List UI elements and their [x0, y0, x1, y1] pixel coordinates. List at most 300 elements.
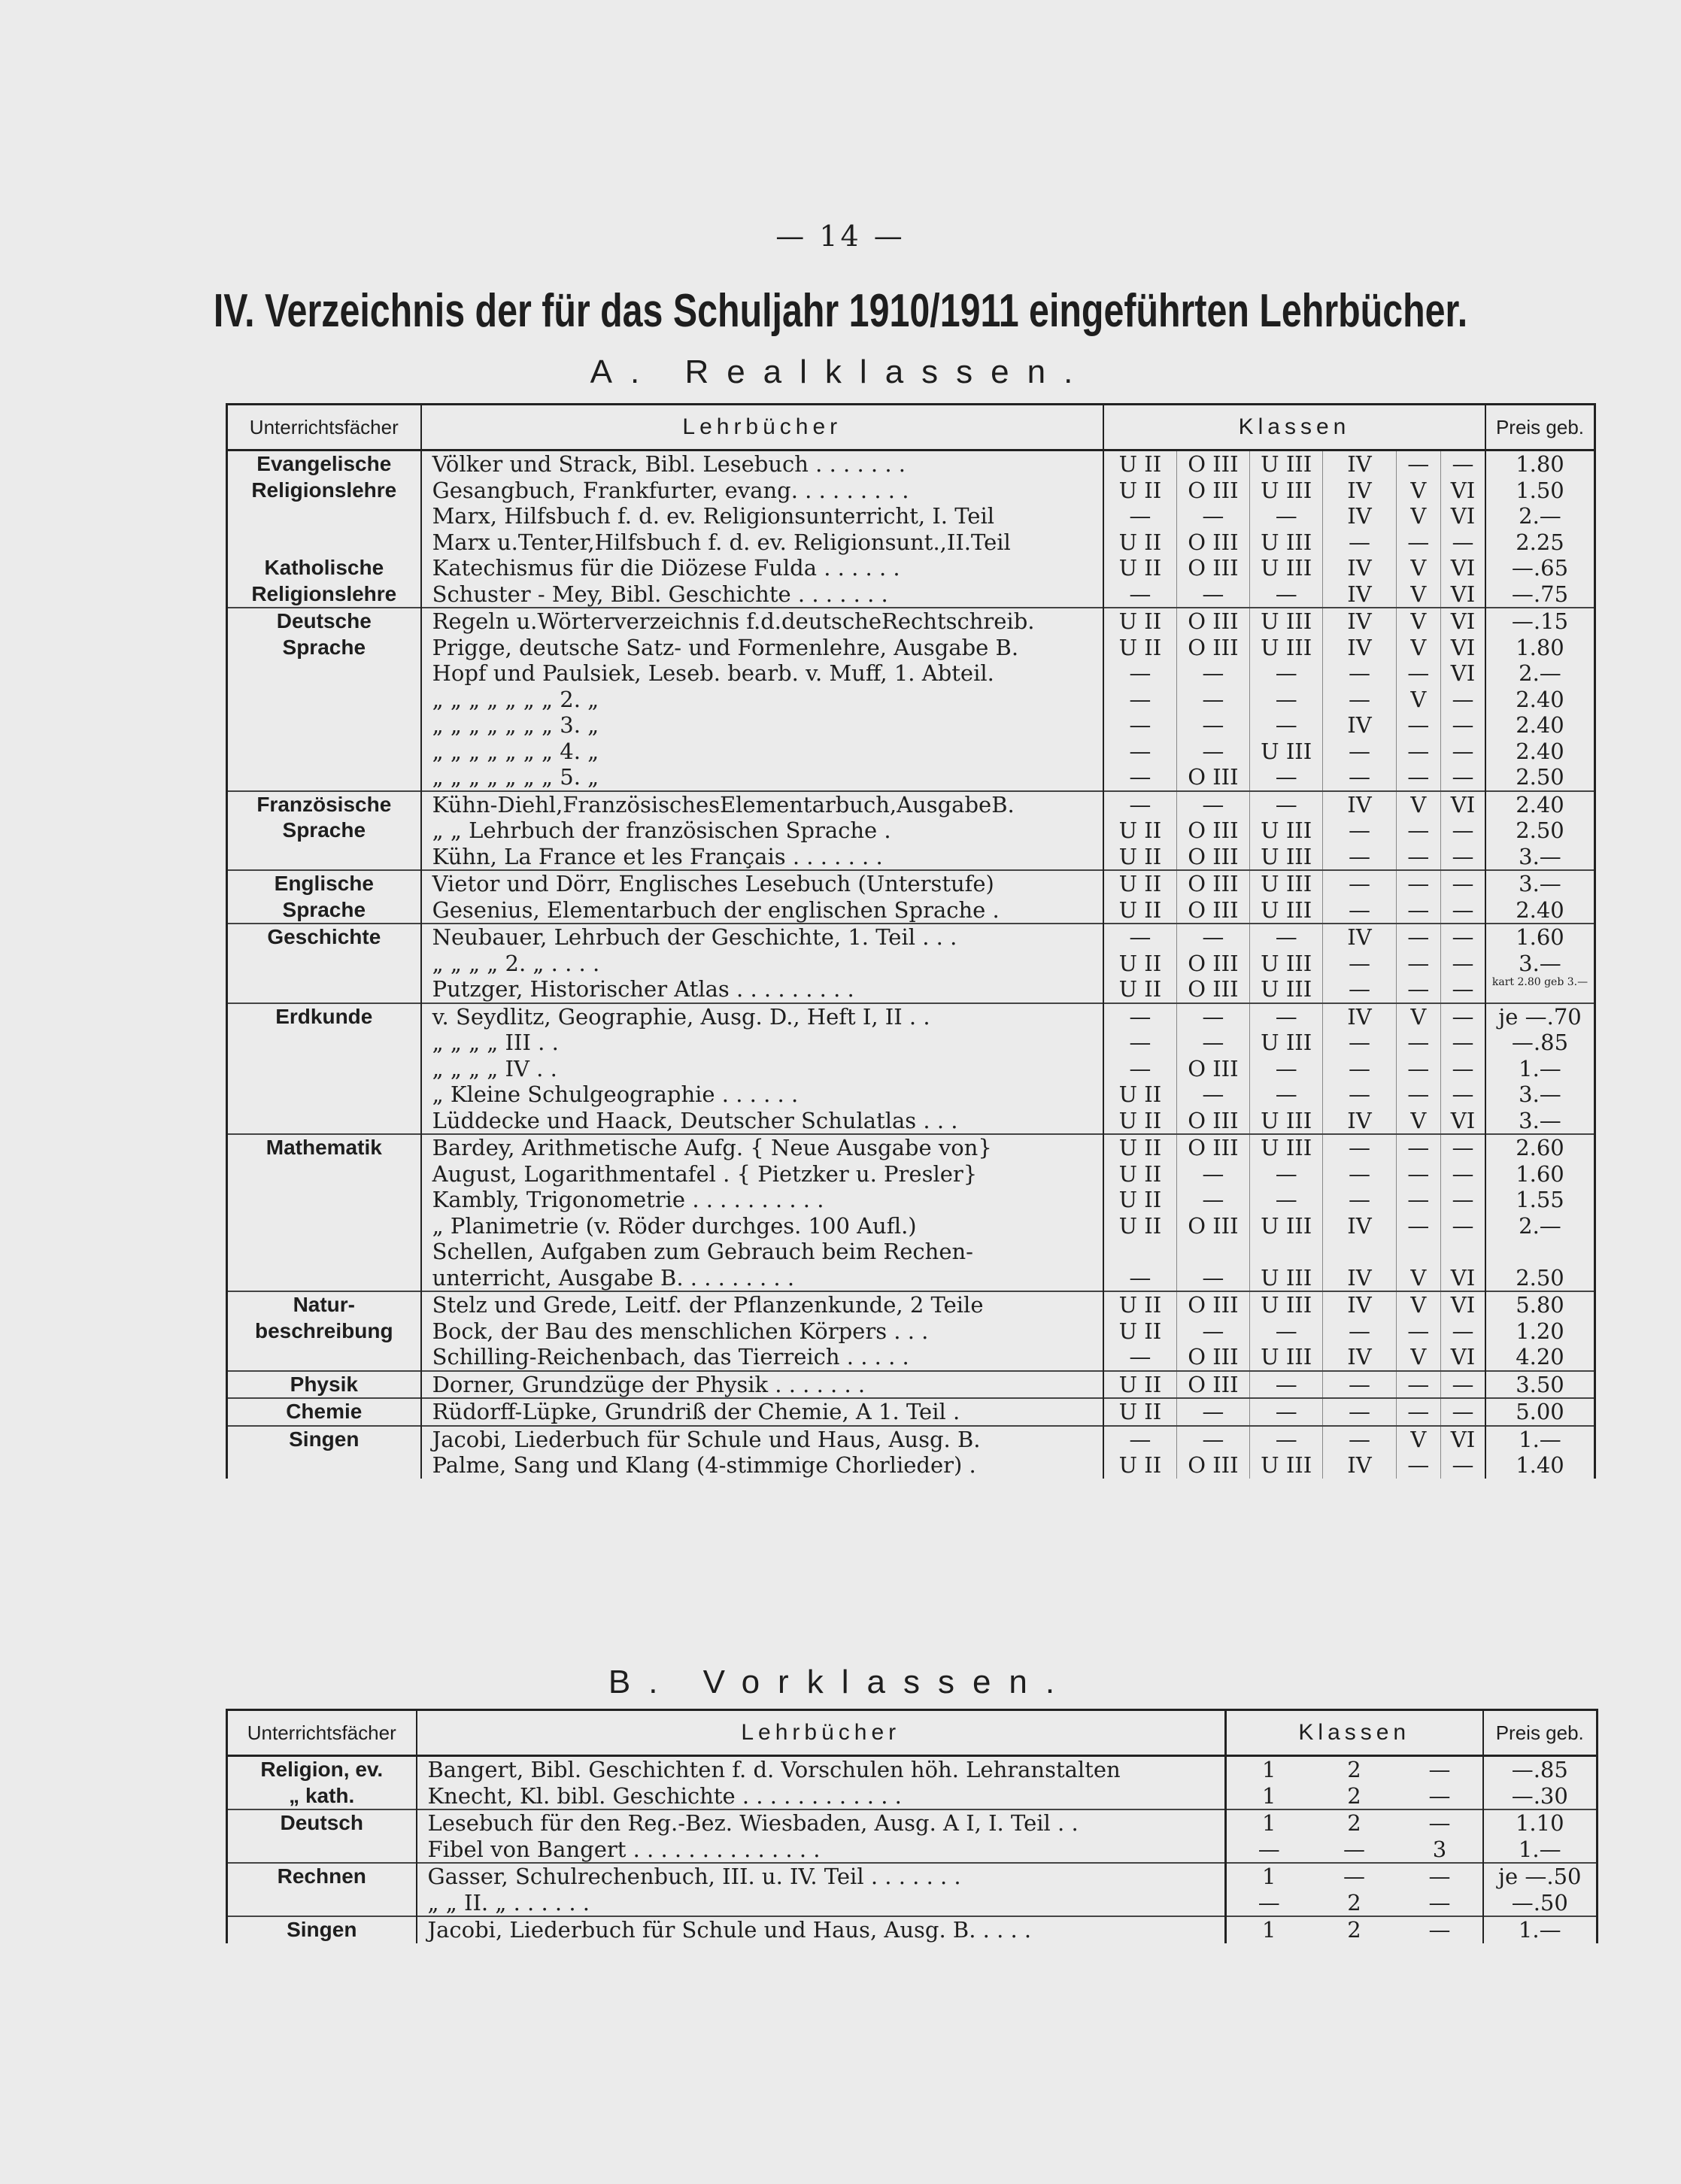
- class-cell: —: [1396, 1371, 1440, 1399]
- class-cell: —: [1396, 1081, 1440, 1108]
- class-cell: IV: [1323, 1213, 1396, 1239]
- class-cell: —: [1176, 687, 1249, 713]
- class-cell: IV: [1323, 1452, 1396, 1479]
- subject-cell: „ kath.: [227, 1783, 417, 1810]
- book-title-cell: Palme, Sang und Klang (4-stimmige Chorlieder) .: [421, 1452, 1103, 1479]
- class-cell: IV: [1323, 1344, 1396, 1371]
- price-cell: 1.10: [1483, 1809, 1598, 1837]
- subject-cell: Physik: [227, 1371, 421, 1399]
- class-cell: O III: [1176, 1452, 1249, 1479]
- class-cell: O III: [1176, 817, 1249, 844]
- table-row: [227, 1783, 1598, 1810]
- book-title-cell: „ „ „ „ III . .: [421, 1030, 1103, 1056]
- class-cell: V: [1396, 555, 1440, 581]
- class-cell: —: [1250, 764, 1323, 791]
- table-row: [227, 1030, 1595, 1056]
- class-cell: —: [1396, 817, 1440, 844]
- class-cell: —: [1103, 712, 1176, 739]
- book-title-cell: „ Kleine Schulgeographie . . . . . .: [421, 1081, 1103, 1108]
- class-cell: —: [1428, 1782, 1451, 1809]
- class-cell: 2: [1347, 1889, 1361, 1916]
- price-cell: 1.—: [1483, 1837, 1598, 1864]
- table-row: [227, 897, 1595, 924]
- class-cell: —: [1396, 739, 1440, 765]
- class-cell: IV: [1323, 581, 1396, 608]
- class-cell: U III: [1250, 844, 1323, 871]
- class-cell: —: [1258, 1836, 1280, 1862]
- subject-cell: [227, 529, 421, 556]
- price-cell: je —.50: [1483, 1863, 1598, 1890]
- class-cell: U II: [1103, 817, 1176, 844]
- class-cell: VI: [1450, 608, 1476, 634]
- class-cell: —: [1396, 951, 1440, 977]
- class-cell: O III: [1176, 1213, 1249, 1239]
- class-cell: VI: [1450, 581, 1476, 607]
- price-cell: 1.—: [1485, 1426, 1595, 1453]
- table-row: [227, 1213, 1595, 1239]
- class-cell: —: [1452, 1030, 1474, 1055]
- header-books: Lehrbücher: [421, 405, 1103, 450]
- class-cell: —: [1103, 660, 1176, 687]
- class-cell: 2: [1347, 1782, 1361, 1809]
- class-cell: U III: [1250, 478, 1323, 504]
- subject-cell: [227, 1187, 421, 1213]
- table-row: [227, 844, 1595, 871]
- page-title: IV. Verzeichnis der für das Schuljahr 1910/1911 eingeführten Lehrbücher.: [213, 285, 1468, 337]
- price-cell: je —.70: [1485, 1003, 1595, 1030]
- subject-cell: Religionslehre: [227, 581, 421, 608]
- class-cell: U III: [1250, 608, 1323, 635]
- class-cell: —: [1323, 1030, 1396, 1056]
- section-heading-vorklassen: B. Vorklassen.: [608, 1664, 1073, 1700]
- class-cell: U II: [1103, 635, 1176, 661]
- class-cell: [1441, 1239, 1485, 1265]
- book-title-cell: Regeln u.Wörterverzeichnis f.d.deutscheRechtschreib.: [421, 608, 1103, 635]
- table-row: [227, 478, 1595, 504]
- class-cell: —: [1176, 1030, 1249, 1056]
- table-row: [227, 1890, 1598, 1917]
- class-cell: O III: [1176, 976, 1249, 1003]
- class-cell: —: [1428, 1917, 1451, 1943]
- class-cell: U III: [1250, 976, 1323, 1003]
- book-title-cell: Schellen, Aufgaben zum Gebrauch beim Rechen-: [421, 1239, 1103, 1265]
- book-title-cell: Katechismus für die Diözese Fulda . . . . . .: [421, 555, 1103, 581]
- class-cell: 2: [1347, 1810, 1361, 1836]
- price-cell: 2.—: [1485, 660, 1595, 687]
- book-title-cell: Völker und Strack, Bibl. Lesebuch . . . . . . .: [421, 450, 1103, 478]
- price-cell: 2.60: [1485, 1134, 1595, 1161]
- class-cell: VI: [1450, 1344, 1476, 1370]
- subject-cell: Mathematik: [227, 1134, 421, 1161]
- table-row: [227, 1371, 1595, 1399]
- price-cell: 3.50: [1485, 1371, 1595, 1399]
- header-price: Preis geb.: [1485, 405, 1595, 450]
- book-title-cell: Kühn-Diehl,FranzösischesElementarbuch,AusgabeB.: [421, 791, 1103, 818]
- class-cell: U II: [1103, 529, 1176, 556]
- class-cell: IV: [1323, 924, 1396, 951]
- price-cell: kart 2.80 geb 3.—: [1485, 976, 1595, 1003]
- book-title-cell: „ „ „ „ „ „ „ 3. „: [421, 712, 1103, 739]
- class-cell: VI: [1450, 1426, 1476, 1452]
- price-cell: —.85: [1485, 1030, 1595, 1056]
- book-title-cell: Jacobi, Liederbuch für Schule und Haus, Ausg. B.: [421, 1426, 1103, 1453]
- table-row: [227, 1916, 1598, 1943]
- price-cell: 3.—: [1485, 844, 1595, 871]
- header-subjects: Unterrichtsfächer: [227, 1710, 417, 1756]
- book-title-cell: Bardey, Arithmetische Aufg. { Neue Ausgabe von}: [421, 1134, 1103, 1161]
- class-cell: —: [1452, 1318, 1474, 1344]
- class-cell: 1: [1262, 1757, 1276, 1782]
- book-title-cell: Fibel von Bangert . . . . . . . . . . . . . .: [417, 1837, 1226, 1864]
- class-cell: —: [1103, 1426, 1176, 1453]
- subject-cell: [227, 503, 421, 529]
- class-cell: —: [1176, 739, 1249, 765]
- class-cell: —: [1103, 1344, 1176, 1371]
- class-cell: U III: [1250, 1344, 1323, 1371]
- table-row: [227, 1239, 1595, 1265]
- table-row: [227, 1134, 1595, 1161]
- subject-cell: [227, 687, 421, 713]
- book-title-cell: Prigge, deutsche Satz- und Formenlehre, Ausgabe B.: [421, 635, 1103, 661]
- class-cell: —: [1452, 896, 1474, 923]
- price-cell: 5.80: [1485, 1291, 1595, 1318]
- class-cell: —: [1452, 1055, 1474, 1081]
- table-row: [227, 739, 1595, 765]
- class-cell: —: [1250, 581, 1323, 608]
- table-row: [227, 1003, 1595, 1030]
- class-cell: —: [1323, 1371, 1396, 1399]
- class-cell: U III: [1250, 817, 1323, 844]
- price-cell: 1.50: [1485, 478, 1595, 504]
- class-cell: —: [1452, 1371, 1474, 1397]
- book-title-cell: „ „ „ „ 2. „ . . . .: [421, 951, 1103, 977]
- class-cell: U III: [1250, 1265, 1323, 1292]
- class-cell: IV: [1323, 478, 1396, 504]
- class-cell: —: [1396, 897, 1440, 924]
- price-cell: —.75: [1485, 581, 1595, 608]
- class-cell: U II: [1103, 555, 1176, 581]
- table-row: [227, 635, 1595, 661]
- class-cell: IV: [1323, 1291, 1396, 1318]
- subject-cell: Erdkunde: [227, 1003, 421, 1030]
- class-cell: —: [1323, 1187, 1396, 1213]
- price-cell: 1.80: [1485, 450, 1595, 478]
- price-cell: 1.55: [1485, 1187, 1595, 1213]
- class-cell: —: [1396, 976, 1440, 1003]
- class-cell: O III: [1176, 1344, 1249, 1371]
- book-title-cell: Kühn, La France et les Français . . . . . . .: [421, 844, 1103, 871]
- table-row: [227, 660, 1595, 687]
- class-cell: —: [1452, 738, 1474, 764]
- subject-cell: Singen: [227, 1916, 417, 1943]
- class-cell: V: [1396, 581, 1440, 608]
- table-row: [227, 1291, 1595, 1318]
- class-cell: —: [1452, 924, 1474, 950]
- book-title-cell: „ Planimetrie (v. Röder durchges. 100 Aufl.): [421, 1213, 1103, 1239]
- table-row: [227, 712, 1595, 739]
- class-cell: —: [1396, 1452, 1440, 1479]
- subject-cell: [227, 976, 421, 1003]
- header-price: Preis geb.: [1483, 1710, 1598, 1756]
- class-cell: —: [1396, 712, 1440, 739]
- book-title-cell: Stelz und Grede, Leitf. der Pflanzenkunde, 2 Teile: [421, 1291, 1103, 1318]
- section-heading-realklassen: A. Realklassen.: [590, 353, 1091, 390]
- class-cell: —: [1452, 950, 1474, 976]
- class-cell: U II: [1103, 1371, 1176, 1399]
- class-cell: O III: [1176, 844, 1249, 871]
- class-cell: V: [1396, 1108, 1440, 1135]
- price-cell: 2.50: [1485, 817, 1595, 844]
- subject-cell: [227, 764, 421, 791]
- price-cell: 2.40: [1485, 791, 1595, 818]
- class-cell: —: [1176, 712, 1249, 739]
- class-cell: —: [1103, 764, 1176, 791]
- class-cell: VI: [1450, 660, 1476, 686]
- class-cell: V: [1396, 1344, 1440, 1371]
- class-cell: VI: [1450, 634, 1476, 660]
- header-books: Lehrbücher: [417, 1710, 1226, 1756]
- book-title-cell: Schuster - Mey, Bibl. Geschichte . . . . . . .: [421, 581, 1103, 608]
- class-cell: —: [1452, 1212, 1474, 1239]
- subject-cell: [227, 1344, 421, 1371]
- table-row: [227, 764, 1595, 791]
- subject-cell: [227, 1161, 421, 1188]
- book-title-cell: Gasser, Schulrechenbuch, III. u. IV. Teil . . . . . . .: [417, 1863, 1226, 1890]
- class-cell: [1103, 1239, 1176, 1265]
- table-row: [227, 529, 1595, 556]
- book-title-cell: Bock, der Bau des menschlichen Körpers . . .: [421, 1318, 1103, 1345]
- subject-cell: [227, 1837, 417, 1864]
- class-cell: O III: [1176, 870, 1249, 897]
- class-cell: 1: [1262, 1864, 1276, 1889]
- book-title-cell: „ „ „ „ „ „ „ 4. „: [421, 739, 1103, 765]
- class-cell: —: [1323, 687, 1396, 713]
- table-row: [227, 1756, 1598, 1783]
- class-cell: U III: [1250, 739, 1323, 765]
- price-cell: 1.40: [1485, 1452, 1595, 1479]
- class-cell: U III: [1250, 1108, 1323, 1135]
- subject-cell: Sprache: [227, 635, 421, 661]
- table-row: [227, 951, 1595, 977]
- price-cell: —.65: [1485, 555, 1595, 581]
- class-cell: —: [1396, 1187, 1440, 1213]
- class-cell: —: [1396, 660, 1440, 687]
- table-row: [227, 1863, 1598, 1890]
- class-cell: IV: [1323, 555, 1396, 581]
- class-cell: U II: [1103, 1187, 1176, 1213]
- price-cell: [1485, 1239, 1595, 1265]
- header-subjects: Unterrichtsfächer: [227, 405, 421, 450]
- class-cell: —: [1250, 687, 1323, 713]
- price-cell: —.50: [1483, 1890, 1598, 1917]
- table-realklassen: [226, 403, 1596, 1479]
- price-cell: 2.40: [1485, 739, 1595, 765]
- book-title-cell: Gesangbuch, Frankfurter, evang. . . . . . . . .: [421, 478, 1103, 504]
- class-cell: —: [1323, 870, 1396, 897]
- price-cell: 1.80: [1485, 635, 1595, 661]
- book-title-cell: Vietor und Dörr, Englisches Lesebuch (Unterstufe): [421, 870, 1103, 897]
- subject-cell: [227, 844, 421, 871]
- class-cell: —: [1452, 843, 1474, 869]
- book-title-cell: Marx, Hilfsbuch f. d. ev. Religionsunterricht, I. Teil: [421, 503, 1103, 529]
- class-cell: O III: [1176, 1108, 1249, 1135]
- subject-cell: Religion, ev.: [227, 1756, 417, 1783]
- table-row: [227, 1809, 1598, 1837]
- class-cell: V: [1396, 1003, 1440, 1030]
- price-cell: 3.—: [1485, 1108, 1595, 1135]
- class-cell: —: [1250, 503, 1323, 529]
- class-cell: —: [1176, 503, 1249, 529]
- table-row: [227, 1187, 1595, 1213]
- class-cell: —: [1323, 739, 1396, 765]
- price-cell: —.85: [1483, 1756, 1598, 1783]
- class-cell: —: [1323, 951, 1396, 977]
- class-cell: O III: [1176, 951, 1249, 977]
- class-cell: U III: [1250, 529, 1323, 556]
- class-cell: [1323, 1239, 1396, 1265]
- table-row: [227, 1837, 1598, 1864]
- class-cell: —: [1452, 1187, 1474, 1212]
- class-cell: O III: [1176, 897, 1249, 924]
- class-cell: U II: [1103, 844, 1176, 871]
- subject-cell: [227, 1108, 421, 1135]
- table-row: [227, 1318, 1595, 1345]
- class-cell: —: [1250, 1426, 1323, 1453]
- class-cell: —: [1103, 687, 1176, 713]
- class-cell: V: [1396, 687, 1440, 713]
- class-cell: —: [1323, 897, 1396, 924]
- book-title-cell: Neubauer, Lehrbuch der Geschichte, 1. Teil . . .: [421, 924, 1103, 951]
- class-cell: O III: [1176, 555, 1249, 581]
- class-cell: —: [1103, 503, 1176, 529]
- class-cell: V: [1396, 1265, 1440, 1292]
- price-cell: 3.—: [1485, 870, 1595, 897]
- subject-cell: [227, 1213, 421, 1239]
- class-cell: —: [1103, 1056, 1176, 1082]
- class-cell: —: [1176, 1161, 1249, 1188]
- class-cell: V: [1396, 635, 1440, 661]
- class-cell: IV: [1323, 1108, 1396, 1135]
- header-classes: Klassen: [1238, 414, 1351, 439]
- class-cell: —: [1396, 1134, 1440, 1161]
- price-cell: 1.60: [1485, 1161, 1595, 1188]
- class-cell: U III: [1250, 635, 1323, 661]
- class-cell: O III: [1176, 1371, 1249, 1399]
- price-cell: 1.60: [1485, 924, 1595, 951]
- class-cell: IV: [1323, 1265, 1396, 1292]
- class-cell: —: [1323, 1134, 1396, 1161]
- class-cell: VI: [1450, 1107, 1476, 1133]
- class-cell: IV: [1323, 791, 1396, 818]
- class-cell: —: [1323, 844, 1396, 871]
- class-cell: [1250, 1239, 1323, 1265]
- subject-cell: Französische: [227, 791, 421, 818]
- book-title-cell: „ „ II. „ . . . . . .: [417, 1890, 1226, 1917]
- price-cell: 2.40: [1485, 712, 1595, 739]
- class-cell: —: [1103, 791, 1176, 818]
- table-row: [227, 1081, 1595, 1108]
- price-cell: 1.—: [1483, 1916, 1598, 1943]
- class-cell: —: [1323, 1161, 1396, 1188]
- class-cell: —: [1176, 924, 1249, 951]
- class-cell: —: [1176, 1398, 1249, 1426]
- price-cell: 2.50: [1485, 764, 1595, 791]
- class-cell: V: [1396, 1426, 1440, 1453]
- book-title-cell: Marx u.Tenter,Hilfsbuch f. d. ev. Religionsunt.,II.Teil: [421, 529, 1103, 556]
- class-cell: VI: [1450, 791, 1476, 817]
- class-cell: U III: [1250, 897, 1323, 924]
- subject-cell: Geschichte: [227, 924, 421, 951]
- price-cell: 2.40: [1485, 897, 1595, 924]
- class-cell: 2: [1347, 1757, 1361, 1782]
- class-cell: —: [1396, 844, 1440, 871]
- class-cell: —: [1452, 764, 1474, 790]
- class-cell: U II: [1103, 1291, 1176, 1318]
- table-row: [227, 924, 1595, 951]
- class-cell: U II: [1103, 1318, 1176, 1345]
- table-row: [227, 791, 1595, 818]
- class-cell: —: [1176, 1081, 1249, 1108]
- price-cell: 1.—: [1485, 1056, 1595, 1082]
- subject-cell: [227, 951, 421, 977]
- price-cell: 2.—: [1485, 503, 1595, 529]
- class-cell: —: [1250, 1187, 1323, 1213]
- table-row: [227, 608, 1595, 635]
- table-row: [227, 817, 1595, 844]
- class-cell: [1176, 1239, 1249, 1265]
- table-vorklassen: [226, 1709, 1598, 1943]
- book-title-cell: Gesenius, Elementarbuch der englischen Sprache .: [421, 897, 1103, 924]
- class-cell: 2: [1347, 1917, 1361, 1943]
- class-cell: —: [1452, 1003, 1474, 1030]
- class-cell: VI: [1450, 503, 1476, 529]
- class-cell: —: [1250, 660, 1323, 687]
- subject-cell: [227, 1890, 417, 1917]
- class-cell: U II: [1103, 976, 1176, 1003]
- class-cell: —: [1258, 1889, 1280, 1916]
- subject-cell: [227, 1056, 421, 1082]
- class-cell: —: [1452, 871, 1474, 896]
- book-title-cell: Dorner, Grundzüge der Physik . . . . . . .: [421, 1371, 1103, 1399]
- book-title-cell: Kambly, Trigonometrie . . . . . . . . . .: [421, 1187, 1103, 1213]
- class-cell: —: [1452, 1399, 1474, 1424]
- class-cell: —: [1103, 739, 1176, 765]
- class-cell: —: [1323, 1426, 1396, 1453]
- class-cell: —: [1176, 1426, 1249, 1453]
- book-title-cell: Knecht, Kl. bibl. Geschichte . . . . . . . . . . . .: [417, 1783, 1226, 1810]
- class-cell: O III: [1176, 1291, 1249, 1318]
- class-cell: —: [1250, 1081, 1323, 1108]
- class-cell: U II: [1103, 1213, 1176, 1239]
- subject-cell: Englische: [227, 870, 421, 897]
- table-row: [227, 1426, 1595, 1453]
- price-cell: 1.20: [1485, 1318, 1595, 1345]
- class-cell: —: [1452, 712, 1474, 738]
- subject-cell: Sprache: [227, 817, 421, 844]
- book-title-cell: Jacobi, Liederbuch für Schule und Haus, Ausg. B. . . . .: [417, 1916, 1226, 1943]
- class-cell: O III: [1176, 450, 1249, 478]
- class-cell: U III: [1250, 1030, 1323, 1056]
- class-cell: —: [1396, 870, 1440, 897]
- price-cell: —.15: [1485, 608, 1595, 635]
- page-number: — 14 —: [775, 220, 906, 253]
- class-cell: VI: [1450, 555, 1476, 581]
- class-cell: O III: [1176, 478, 1249, 504]
- class-cell: —: [1323, 1398, 1396, 1426]
- class-cell: U III: [1250, 1291, 1323, 1318]
- table-row: [227, 450, 1595, 478]
- class-cell: IV: [1323, 1003, 1396, 1030]
